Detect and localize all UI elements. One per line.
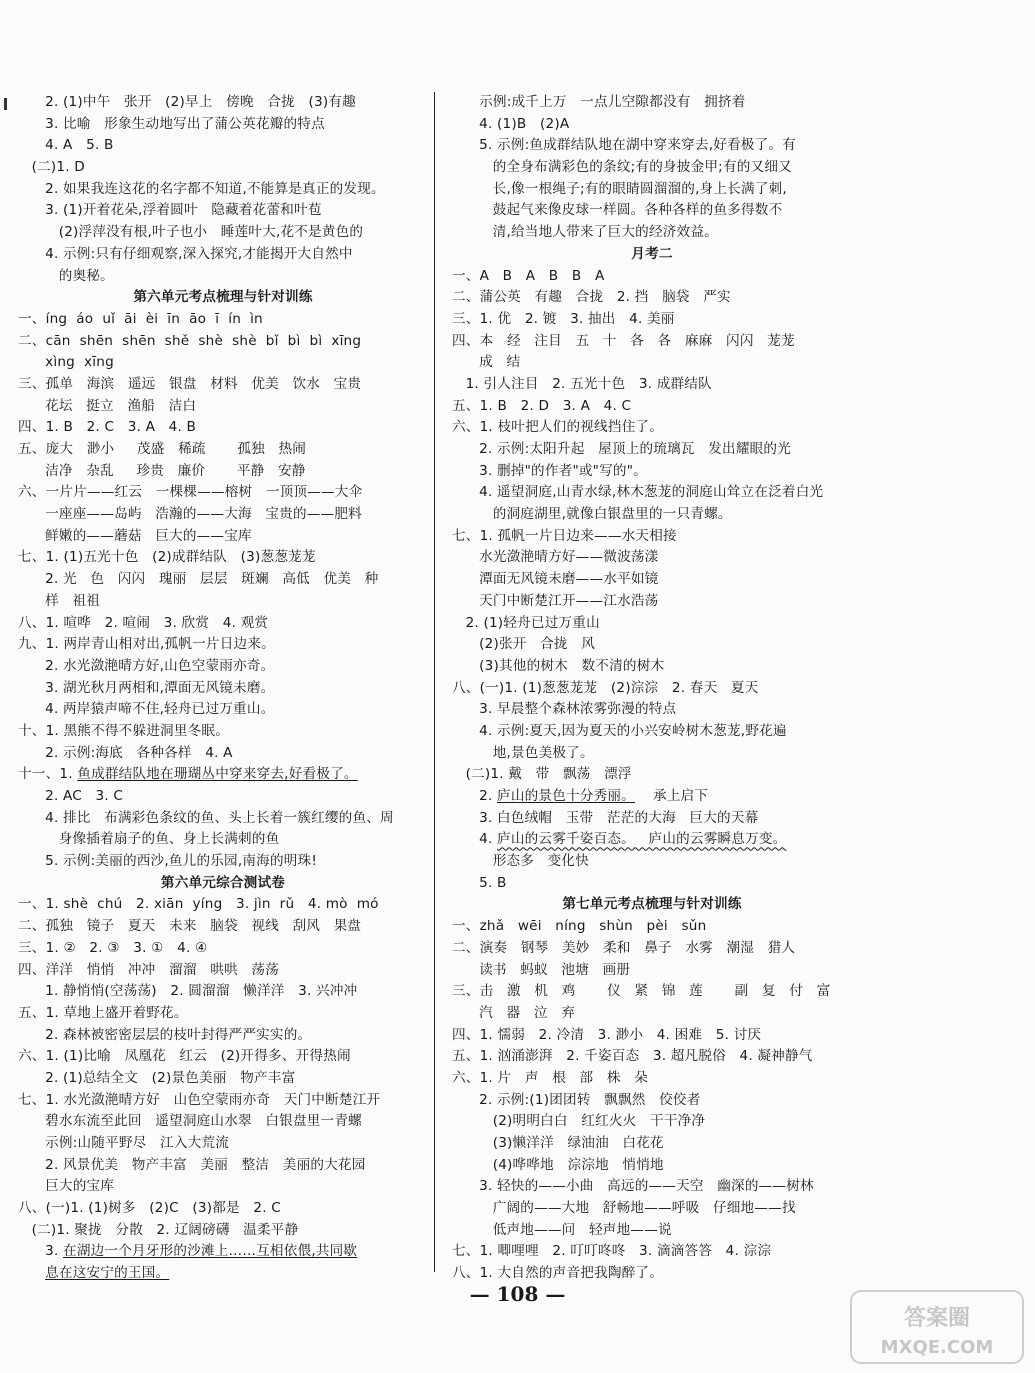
answer-line: 五、庞大 渺小 茂盛 稀疏 孤独 热闹 <box>18 441 307 457</box>
answer-line: 2. 光 色 闪闪 瑰丽 层层 斑斓 高低 优美 种 <box>18 571 379 588</box>
answer-line-underlined: 息在这安宁的王国。 <box>45 1265 170 1282</box>
watermark-logo <box>847 1287 1027 1367</box>
answer-line: 4. 示例:夏天,因为夏天的小兴安岭树木葱茏,野花遍 <box>452 722 787 739</box>
answer-line: 4. 遥望洞庭,山青水绿,林木葱茏的洞庭山耸立在泛着白光 <box>452 484 824 501</box>
answer-line: 天门中断楚江开——江水浩荡 <box>452 592 659 609</box>
answer-line: (2)浮萍没有根,叶子也小 睡莲叶大,花不是黄色的 <box>18 224 364 241</box>
answer-line: 5. 示例:鱼成群结队地在湖中穿来穿去,好看极了。有 <box>452 137 796 154</box>
answer-line: 二、演奏 钢琴 美妙 柔和 鼻子 水雾 潮湿 猎人 <box>452 939 796 956</box>
section-heading: 月考二 <box>631 245 673 262</box>
answer-line-wavy: 4. 庐山的云雾千姿百态。 庐山的云雾瞬息万变。 <box>452 831 787 848</box>
answer-line: 3. (1)开着花朵,浮着圆叶 隐藏着花蕾和叶苞 <box>18 202 322 219</box>
answer-line: 的奥秘。 <box>18 267 114 284</box>
answer-line: 身像插着扇子的鱼、身上长满刺的鱼 <box>18 831 280 848</box>
answer-line: 清,给当地人带来了巨大的经济效益。 <box>452 224 718 241</box>
answer-line: 低声地——问 轻声地——说 <box>452 1221 672 1238</box>
answer-line: 的全身布满彩色的条纹;有的身披金甲;有的又细又 <box>452 159 792 176</box>
answer-line: 潭面无风镜未磨——水平如镜 <box>452 571 659 588</box>
svg-text:答案圈: 答案圈 <box>903 1306 971 1331</box>
answer-line: (二)1. 戴 带 飘荡 漂浮 <box>452 766 632 783</box>
answer-line: 五、1. 草地上盛开着野花。 <box>18 1004 188 1021</box>
answer-line: 1. 静悄悄(空荡荡) 2. 圆溜溜 懒洋洋 3. 兴冲冲 <box>18 983 358 1000</box>
answer-line: 示例:山随平野尽 江入大荒流 <box>18 1135 229 1151</box>
answer-line: 3. 白色绒帽 玉带 茫茫的大海 巨大的天幕 <box>452 809 759 826</box>
answer-line: 汽 器 泣 弃 <box>452 1004 575 1021</box>
answer-line: 七、1. 孤帆一片日边来——水天相接 <box>452 527 677 544</box>
section-heading: 第六单元综合测试卷 <box>160 874 286 891</box>
answer-line: 广阔的——大地 舒畅地——呼吸 仔细地——找 <box>452 1200 796 1217</box>
answer-line: 2. AC 3. C <box>18 788 124 804</box>
answer-line: 三、击 激 机 鸡 仪 紧 锦 莲 副 复 付 富 <box>452 983 831 1000</box>
answer-line: 2. 如果我连这花的名字都不知道,不能算是真正的发现。 <box>18 180 385 197</box>
scan-edge-mark <box>4 98 7 110</box>
answer-line: 4. 两岸猿声啼不住,轻舟已过万重山。 <box>18 701 275 718</box>
answer-line: (二)1. 聚拢 分散 2. 辽阔磅礴 温柔平静 <box>18 1221 299 1238</box>
answer-line: 花坛 挺立 渔船 洁白 <box>18 397 197 414</box>
answer-line: 五、1. 汹涌澎湃 2. 千姿百态 3. 超凡脱俗 4. 凝神静气 <box>452 1048 813 1065</box>
answer-line: 三、1. ② 2. ③ 3. ① 4. ④ <box>18 939 208 956</box>
answer-line: (3)其他的树木 数不清的树木 <box>452 657 665 674</box>
answer-line: 六、1. 枝叶把人们的视线挡住了。 <box>452 419 664 436</box>
answer-line: 八、(一)1. (1)葱葱茏茏 (2)淙淙 2. 春天 夏天 <box>452 679 759 696</box>
answer-line: 六、1. 片 声 根 部 株 朵 <box>452 1069 649 1086</box>
answer-line: 3. 轻快的——小曲 高远的——天空 幽深的——树林 <box>452 1178 814 1195</box>
answer-line: 2. (1)轻舟已过万重山 <box>452 614 600 631</box>
answer-line: 3. 早晨整个森林浓雾弥漫的特点 <box>452 701 677 718</box>
answer-line: (二)1. D <box>18 159 85 176</box>
answer-line: 四、1. B 2. C 3. A 4. B <box>18 419 197 436</box>
answer-line: (2)明明白白 红红火火 干干净净 <box>452 1113 706 1130</box>
answer-line: 四、1. 懦弱 2. 冷清 3. 渺小 4. 困难 5. 讨厌 <box>452 1026 762 1043</box>
answer-line: 2. 示例:太阳升起 屋顶上的琉璃瓦 发出耀眼的光 <box>452 441 792 457</box>
answer-line: 七、1. (1)五光十色 (2)成群结队 (3)葱葱茏茏 <box>18 549 316 566</box>
answer-line: 4. 排比 布满彩色条纹的鱼、头上长着一簇红缨的鱼、周 <box>18 809 394 826</box>
answer-line: xìng xīng <box>18 354 114 371</box>
answer-line: 水光潋滟晴方好——微波荡漾 <box>452 549 659 566</box>
answer-line: 巨大的宝库 <box>18 1178 115 1195</box>
answer-line: 六、1. (1)比喻 凤凰花 红云 (2)开得多、开得热闹 <box>18 1048 351 1065</box>
answer-line: 鲜嫩的——蘑菇 巨大的——宝库 <box>18 527 252 544</box>
answer-line: 4. (1)B (2)A <box>452 115 570 132</box>
answer-line: 八、1. 喧哗 2. 喧闹 3. 欣赏 4. 观赏 <box>18 614 269 631</box>
answer-line: 一座座——岛屿 浩瀚的——大海 宝贵的——肥料 <box>18 506 362 523</box>
answer-line: (2)张开 合拢 风 <box>452 636 596 653</box>
answer-line: 读书 蚂蚁 池塘 画册 <box>452 961 631 978</box>
answer-line: 三、孤单 海滨 遥远 银盘 材料 优美 饮水 宝贵 <box>18 375 362 392</box>
answer-line: 4. 示例:只有仔细观察,深入探究,才能揭开大自然中 <box>18 245 353 262</box>
answer-line: 一、íng áo uǐ āi èi īn āo ī ín ìn <box>18 310 263 327</box>
answer-line: 成 结 <box>452 354 521 371</box>
answer-line: 1. 引人注目 2. 五光十色 3. 成群结队 <box>452 375 712 392</box>
answer-line: 示例:成千上万 一点儿空隙都没有 拥挤着 <box>452 94 746 110</box>
right-column <box>452 92 852 1285</box>
answer-line: 八、(一)1. (1)树多 (2)C (3)都是 2. C <box>18 1200 281 1217</box>
section-heading: 第七单元考点梳理与针对训练 <box>562 896 742 913</box>
answer-line: 3. 比喻 形象生动地写出了蒲公英花瓣的特点 <box>18 115 325 132</box>
answer-line: 一、A B A B B A <box>452 267 605 284</box>
answer-line: 4. A 5. B <box>18 137 114 154</box>
answer-line-underlined: 3. 在湖边一个月牙形的沙滩上……互相依偎,共同歇 <box>18 1243 358 1260</box>
answer-line: 的洞庭湖里,就像白银盘里的一只青螺。 <box>452 506 732 523</box>
answer-line: 长,像一根绳子;有的眼睛圆溜溜的,身上长满了刺, <box>452 180 787 197</box>
answer-line: 碧水东流至此回 遥望洞庭山水翠 白银盘里一青螺 <box>18 1113 362 1130</box>
svg-text:MXQE.COM: MXQE.COM <box>880 1337 994 1358</box>
answer-line: 二、cān shēn shēn shě shè shè bǐ bì bì xīng <box>18 332 362 349</box>
answer-line: (4)哗哗地 淙淙地 悄悄地 <box>452 1156 664 1173</box>
answer-line: 形态多 变化快 <box>452 853 590 870</box>
answer-line: 5. B <box>452 874 507 891</box>
section-heading: 第六单元考点梳理与针对训练 <box>133 289 313 306</box>
answer-line: 四、本 经 注目 五 十 各 各 麻麻 闪闪 茏茏 <box>452 332 795 349</box>
answer-line: 七、1. 水光潋滟晴方好 山色空蒙雨亦奇 天门中断楚江开 <box>18 1091 381 1108</box>
answer-line: 2. (1)中午 张开 (2)早上 傍晚 合拢 (3)有趣 <box>18 94 356 110</box>
answer-line: 洁净 杂乱 珍贵 廉价 平静 安静 <box>18 462 306 479</box>
answer-line: 二、蒲公英 有趣 合拢 2. 挡 脑袋 严实 <box>452 289 731 306</box>
answer-line: 三、1. 优 2. 镀 3. 抽出 4. 美丽 <box>452 310 675 327</box>
answer-line: 2. 示例:海底 各种各样 4. A <box>18 744 233 761</box>
answer-line: 一、zhǎ wēi níng shùn pèi sǔn <box>452 918 707 935</box>
answer-line: 七、1. 唧哩哩 2. 叮叮咚咚 3. 滴滴答答 4. 淙淙 <box>452 1243 772 1260</box>
answer-line: 2. 水光潋滟晴方好,山色空蒙雨亦奇。 <box>18 657 275 674</box>
answer-line: 5. 示例:美丽的西沙,鱼儿的乐园,南海的明珠! <box>18 853 317 870</box>
answer-line: 六、一片片——红云 一棵棵——榕树 一顶顶——大伞 <box>18 484 363 501</box>
answer-line: 地,景色美极了。 <box>452 744 594 761</box>
answer-line: 3. 删掉"的作者"或"写的"。 <box>452 462 647 479</box>
column-divider <box>434 92 435 1272</box>
answer-line: 鼓起气来像皮球一样圆。各种各样的鱼多得数不 <box>452 202 783 219</box>
answer-line-underlined: 十一、1. 鱼成群结队地在珊瑚丛中穿来穿去,好看极了。 <box>18 766 358 783</box>
answer-line: 一、1. shè chú 2. xiān yíng 3. jìn rǔ 4. mò mó <box>18 896 379 913</box>
answer-line-underlined: 2. 庐山的景色十分秀丽。 承上启下 <box>452 788 709 804</box>
answer-line: 2. 森林被密密层层的枝叶封得严严实实的。 <box>18 1026 312 1043</box>
left-column <box>18 92 428 1285</box>
answer-line: 九、1. 两岸青山相对出,孤帆一片日边来。 <box>18 636 275 653</box>
answer-line: 五、1. B 2. D 3. A 4. C <box>452 397 632 414</box>
page-number: — 108 — <box>469 1282 566 1306</box>
answer-line: 八、1. 大自然的声音把我陶醉了。 <box>452 1265 664 1282</box>
answer-line: 样 祖祖 <box>18 592 101 609</box>
answer-line: 四、洋洋 悄悄 冲冲 溜溜 哄哄 荡荡 <box>18 961 279 978</box>
answer-line: 十、1. 黑熊不得不躲进洞里冬眠。 <box>18 722 230 739</box>
answer-line: 2. 风景优美 物产丰富 美丽 整洁 美丽的大花园 <box>18 1156 366 1173</box>
answer-line: 3. 湖光秋月两相和,潭面无风镜未磨。 <box>18 679 275 696</box>
answer-line: 2. 示例:(1)团团转 飘飘然 佼佼者 <box>452 1091 701 1108</box>
answer-line: 2. (1)总结全文 (2)景色美丽 物产丰富 <box>18 1069 296 1086</box>
answer-line: (3)懒洋洋 绿油油 白花花 <box>452 1135 664 1151</box>
answer-line: 二、孤独 镜子 夏天 未来 脑袋 视线 刮风 果盘 <box>18 918 362 935</box>
